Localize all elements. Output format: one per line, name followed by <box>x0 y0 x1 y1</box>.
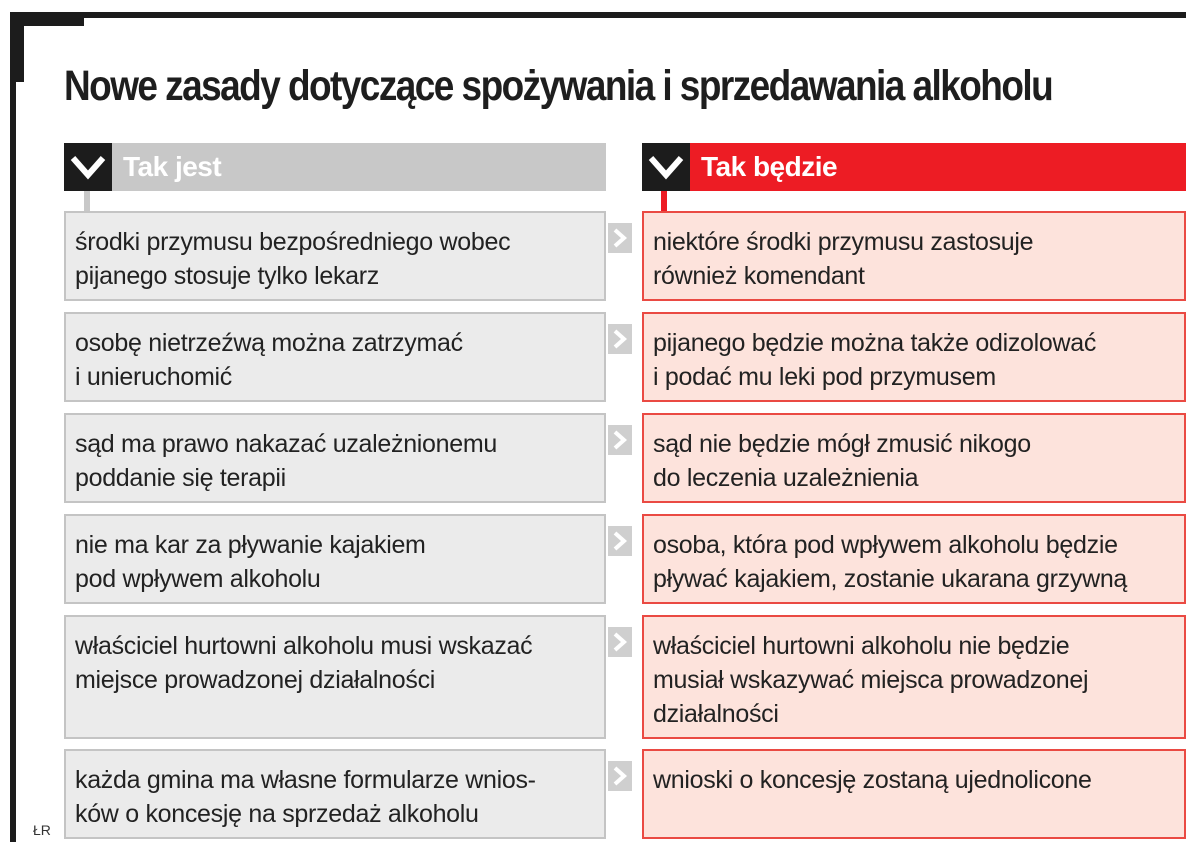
row-current-card <box>64 749 606 839</box>
row-future-card <box>642 514 1186 604</box>
row-current-text: każda gmina ma własne formularze wnios- ków o koncesję na sprzedaż alkoholu <box>75 766 536 828</box>
column-header-future-label: Tak będzie <box>701 151 838 182</box>
chevron-right-icon <box>608 526 632 556</box>
row-current-text: sąd ma prawo nakazać uzależnionemu poddanie się terapii <box>75 430 497 492</box>
row-current-text: właściciel hurtowni alkoholu musi wskazać miejsce prowadzonej działalności <box>75 632 533 694</box>
chevron-right-icon <box>608 425 632 455</box>
column-header-current <box>64 143 606 191</box>
author-initials: ŁR <box>33 822 51 838</box>
chevron-right-icon <box>608 223 632 253</box>
row-future-card <box>642 312 1186 402</box>
chevron-right-icon <box>608 761 632 791</box>
chevron-right-icon <box>608 627 632 657</box>
checkmark-chevron-icon <box>64 143 112 191</box>
column-header-current-label: Tak jest <box>123 151 222 182</box>
frame-corner-accent-vertical <box>10 12 24 82</box>
row-future-card <box>642 615 1186 739</box>
row-current-card <box>64 312 606 402</box>
row-current-text: osobę nietrzeźwą można zatrzymać i unieruchomić <box>75 329 463 391</box>
page-title: Nowe zasady dotyczące spożywania i sprzedawania alkoholu <box>64 62 1053 110</box>
row-future-text: wnioski o koncesję zostaną ujednolicone <box>653 766 1092 794</box>
column-connector-current <box>84 191 90 211</box>
row-future-text: osoba, która pod wpływem alkoholu będzie pływać kajakiem, zostanie ukarana grzywną <box>653 531 1128 593</box>
row-future-text: pijanego będzie można także odizolować i podać mu leki pod przymusem <box>653 329 1097 391</box>
row-current-card <box>64 615 606 739</box>
column-connector-future <box>661 191 667 211</box>
row-future-text: niektóre środki przymusu zastosuje również komendant <box>653 228 1034 290</box>
checkmark-chevron-icon <box>642 143 690 191</box>
row-future-text: sąd nie będzie mógł zmusić nikogo do leczenia uzależnienia <box>653 430 1031 492</box>
chevron-right-icon <box>608 324 632 354</box>
frame-top-border <box>10 12 1186 18</box>
row-current-text: nie ma kar za pływanie kajakiem pod wpływem alkoholu <box>75 531 426 593</box>
row-current-text: środki przymusu bezpośredniego wobec pijanego stosuje tylko lekarz <box>75 228 511 290</box>
row-future-card <box>642 749 1186 839</box>
row-future-text: właściciel hurtowni alkoholu nie będzie musiał wskazywać miejsca prowadzonej działalności <box>653 632 1089 728</box>
row-current-card <box>64 211 606 301</box>
row-future-card <box>642 413 1186 503</box>
frame-left-border <box>10 12 16 842</box>
row-future-card <box>642 211 1186 301</box>
row-current-card <box>64 514 606 604</box>
column-header-future <box>642 143 1186 191</box>
row-current-card <box>64 413 606 503</box>
